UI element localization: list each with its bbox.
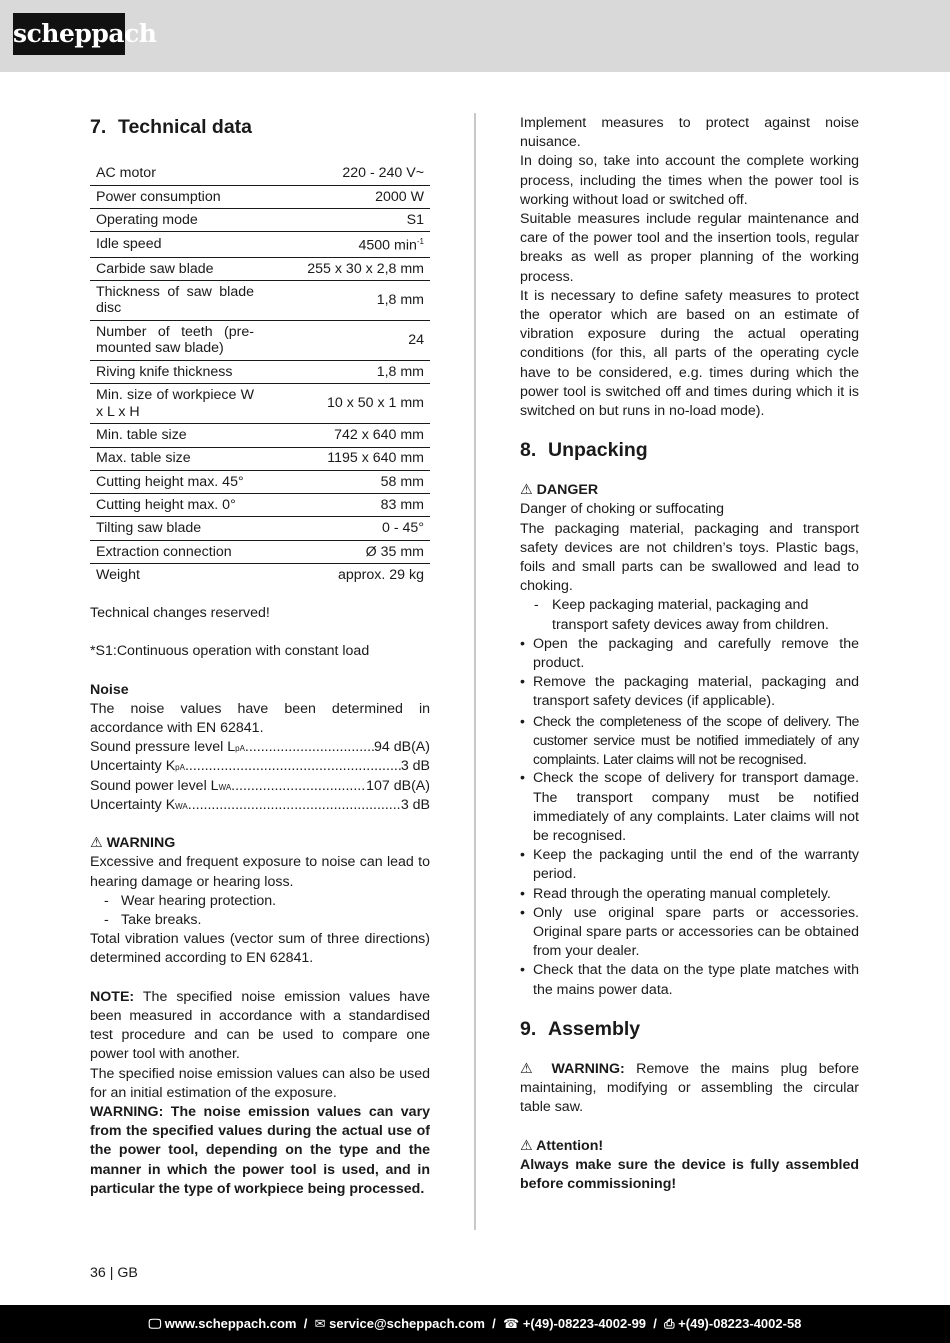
noise-heading: Noise: [90, 681, 129, 698]
spec-value: S1: [406, 211, 424, 228]
list-item: • Read through the operating manual completely.: [520, 885, 859, 904]
intro-paragraph: Implement measures to protect against noise nuisance.: [520, 115, 859, 151]
spec-label: Max. table size: [96, 450, 191, 467]
intro-paragraph: In doing so, take into account the complete working process, including the times when the power tool is working without load or switched off.: [520, 153, 859, 208]
spec-value: 0 - 45°: [382, 520, 424, 537]
spec-value: Ø 35 mm: [365, 543, 424, 560]
vibration-text: Total vibration values (vector sum of three directions) determined according to EN 62841.: [90, 931, 430, 967]
table-row: [90, 232, 430, 257]
section-9-heading: 9. Assembly: [520, 1017, 641, 1040]
spec-label: Min. table size: [96, 427, 187, 444]
footer-bar: 🖵︎ www.scheppach.com / ✉︎ service@scheppach.com / ☎︎ +(49)-08223-4002-99 / ⎙ +(49)-08223-4002-58: [0, 1305, 950, 1343]
table-row: [90, 209, 430, 232]
note-label: NOTE:: [90, 988, 135, 1005]
spec-label: Riving knife thickness: [96, 363, 233, 380]
spec-value: 1195 x 640 mm: [327, 450, 424, 467]
table-row: [90, 517, 430, 540]
spec-value: approx. 29 kg: [338, 567, 424, 584]
assembly-warning-label: ⚠ WARNING:: [520, 1060, 625, 1077]
list-item: • Remove the packaging material, packaging and transport safety devices (if applicable).: [520, 673, 859, 711]
list-item: - Wear hearing protection.: [90, 892, 430, 911]
danger-heading: ⚠ DANGER: [520, 482, 599, 499]
list-item: - Take breaks.: [90, 911, 430, 930]
unpacking-list: [520, 635, 859, 1000]
table-row: [90, 494, 430, 517]
table-row: [90, 280, 430, 320]
changes-reserved: Technical changes reserved!: [90, 604, 270, 621]
list-item: • Only use original spare parts or accessories. Original spare parts or accessories can be obtained from your dealer.: [520, 904, 859, 962]
danger-subtitle: Danger of choking or suffocating: [520, 501, 725, 518]
intro-paragraph: It is necessary to define safety measures to protect the operator which are based on an estimate of vibration exposure during the actual operating conditions (for this, all parts of the operating cycle have to be considered, e.g. times during which the power tool is switched off and times during which it is switched on but runs in no-load mode).: [520, 287, 859, 420]
spec-value: 10 x 50 x 1 mm: [327, 395, 424, 412]
note-paragraph: [90, 988, 430, 1065]
spec-value: 58 mm: [380, 473, 424, 490]
spec-value: 83 mm: [380, 497, 424, 513]
email-link[interactable]: service@scheppach.com: [329, 1316, 485, 1331]
s1-note: *S1:Continuous operation with constant load: [90, 643, 370, 660]
table-row: [90, 320, 430, 360]
attention-heading: ⚠ Attention!: [520, 1137, 604, 1154]
table-row: [90, 447, 430, 470]
danger-list: [520, 596, 859, 634]
table-row: [90, 360, 430, 383]
table-row: [90, 540, 430, 563]
table-row: [90, 384, 430, 424]
scheppach-logo: scheppach: [13, 13, 125, 55]
noise-value-line: Uncertainty K WA ..... 3 dB: [90, 796, 430, 815]
spec-label: Extraction connection: [96, 543, 232, 560]
list-item: - Keep packaging material, packaging and transport safety devices away from children.: [520, 596, 859, 634]
table-row: [90, 470, 430, 493]
warning-text: Excessive and frequent exposure to noise can lead to hearing damage or hearing loss.: [90, 854, 430, 890]
noise-values: [90, 738, 430, 815]
spec-label: AC motor: [96, 165, 156, 182]
table-row: [90, 564, 430, 587]
fax-number: +(49)-08223-4002-58: [678, 1316, 802, 1331]
spec-label: Cutting height max. 0°: [96, 497, 236, 513]
list-item: • Check the completeness of the scope of delivery. The customer service must be notified immediately of any complaints. Later claims will not be recognised.: [520, 712, 859, 770]
monitor-icon: 🖵︎: [148, 1316, 162, 1331]
spec-value: 4500 $\min^{-1}$: [358, 237, 424, 255]
list-item: • Open the packaging and carefully remove the product.: [520, 635, 859, 673]
noise-intro: The noise values have been determined in accordance with EN 62841.: [90, 700, 430, 736]
spec-label: Number of teeth (pre-mounted saw blade): [96, 323, 254, 357]
assembly-warning-text: Remove the mains plug before maintaining, modifying or assembling the circular table saw.: [520, 1060, 859, 1116]
table-row: [90, 424, 430, 447]
spec-label: Min. size of workpiece W x L x H: [96, 387, 254, 420]
phone-icon: ☎︎: [502, 1316, 520, 1331]
spec-label: Operating mode: [96, 211, 198, 228]
intro-paragraph: Suitable measures include regular maintenance and care of the power tool and the insertion tools, regular breaks as well as proper planning of the working process.: [520, 211, 859, 285]
spec-value: 1,8 mm: [376, 292, 424, 309]
header-bar: [0, 0, 950, 72]
fax-icon: ⎙: [664, 1316, 675, 1331]
list-item: • Check that the data on the type plate matches with the mains power data.: [520, 961, 859, 999]
spec-label: Power consumption: [96, 188, 221, 205]
left-column: [90, 114, 430, 1199]
spec-label: Thickness of saw blade disc: [96, 283, 254, 317]
assembly-warning: [520, 1060, 859, 1118]
right-column: [520, 114, 859, 1194]
list-item: • Keep the packaging until the end of the warranty period.: [520, 846, 859, 884]
noise-value-line: Sound pressure level L pA ..... 94 dB(A): [90, 738, 430, 757]
warning-heading: ⚠ WARNING: [90, 835, 176, 852]
table-row: [90, 185, 430, 208]
spec-label: Cutting height max. 45°: [96, 473, 244, 490]
spec-value: 1,8 mm: [376, 363, 424, 380]
spec-value: 24: [408, 332, 424, 349]
table-row: [90, 162, 430, 185]
table-row: [90, 257, 430, 280]
spec-value: 255 x 30 x 2,8 mm: [307, 260, 424, 277]
section-7-heading: 7. Technical data: [90, 116, 253, 138]
spec-label: Carbide saw blade: [96, 260, 214, 277]
attention-text: Always make sure the device is fully assembled before commissioning!: [520, 1156, 859, 1192]
note-text: The specified noise emission values have been measured in accordance with a standardised test procedure and can be used to compare one power tool with another.: [90, 988, 430, 1063]
noise-value-line: Uncertainty K pA ..... 3 dB: [90, 757, 430, 776]
phone-number: +(49)-08223-4002-99: [522, 1316, 647, 1331]
spec-value: 2000 W: [375, 188, 424, 205]
column-divider: [474, 113, 476, 1230]
technical-data-table: [90, 162, 430, 587]
warning-list: [90, 892, 430, 930]
spec-value: 220 - 240 V~: [342, 165, 424, 182]
noise-value-line: Sound power level L WA ..... 107 dB(A): [90, 777, 430, 796]
website-link[interactable]: www.scheppach.com: [164, 1316, 297, 1331]
spec-label: Weight: [96, 567, 140, 584]
spec-label: Tilting saw blade: [96, 520, 202, 537]
emission-warning: WARNING: The noise emission values can vary from the specified values during the actual use of the power tool, depending on the type and the manner in which the power tool is used, and in particular the type of workpiece being processed.: [90, 1104, 430, 1197]
mail-icon: ✉︎: [314, 1316, 326, 1331]
danger-text: The packaging material, packaging and transport safety devices are not children’s toys. Plastic bags, foils and small parts can be swallowed and lead to choking.: [520, 520, 859, 595]
page-number: 36 | GB: [90, 1265, 138, 1281]
list-item: • Check the scope of delivery for transport damage. The transport company must be notified immediately of any complaints. Later claims will not be recognised.: [520, 769, 859, 846]
section-8-heading: 8. Unpacking: [520, 439, 648, 462]
spec-value: 742 x 640 mm: [334, 427, 424, 444]
spec-label: Idle speed: [96, 236, 162, 253]
note-paragraph-2: The specified noise emission values can also be used for an initial estimation of the exposure.: [90, 1065, 430, 1101]
